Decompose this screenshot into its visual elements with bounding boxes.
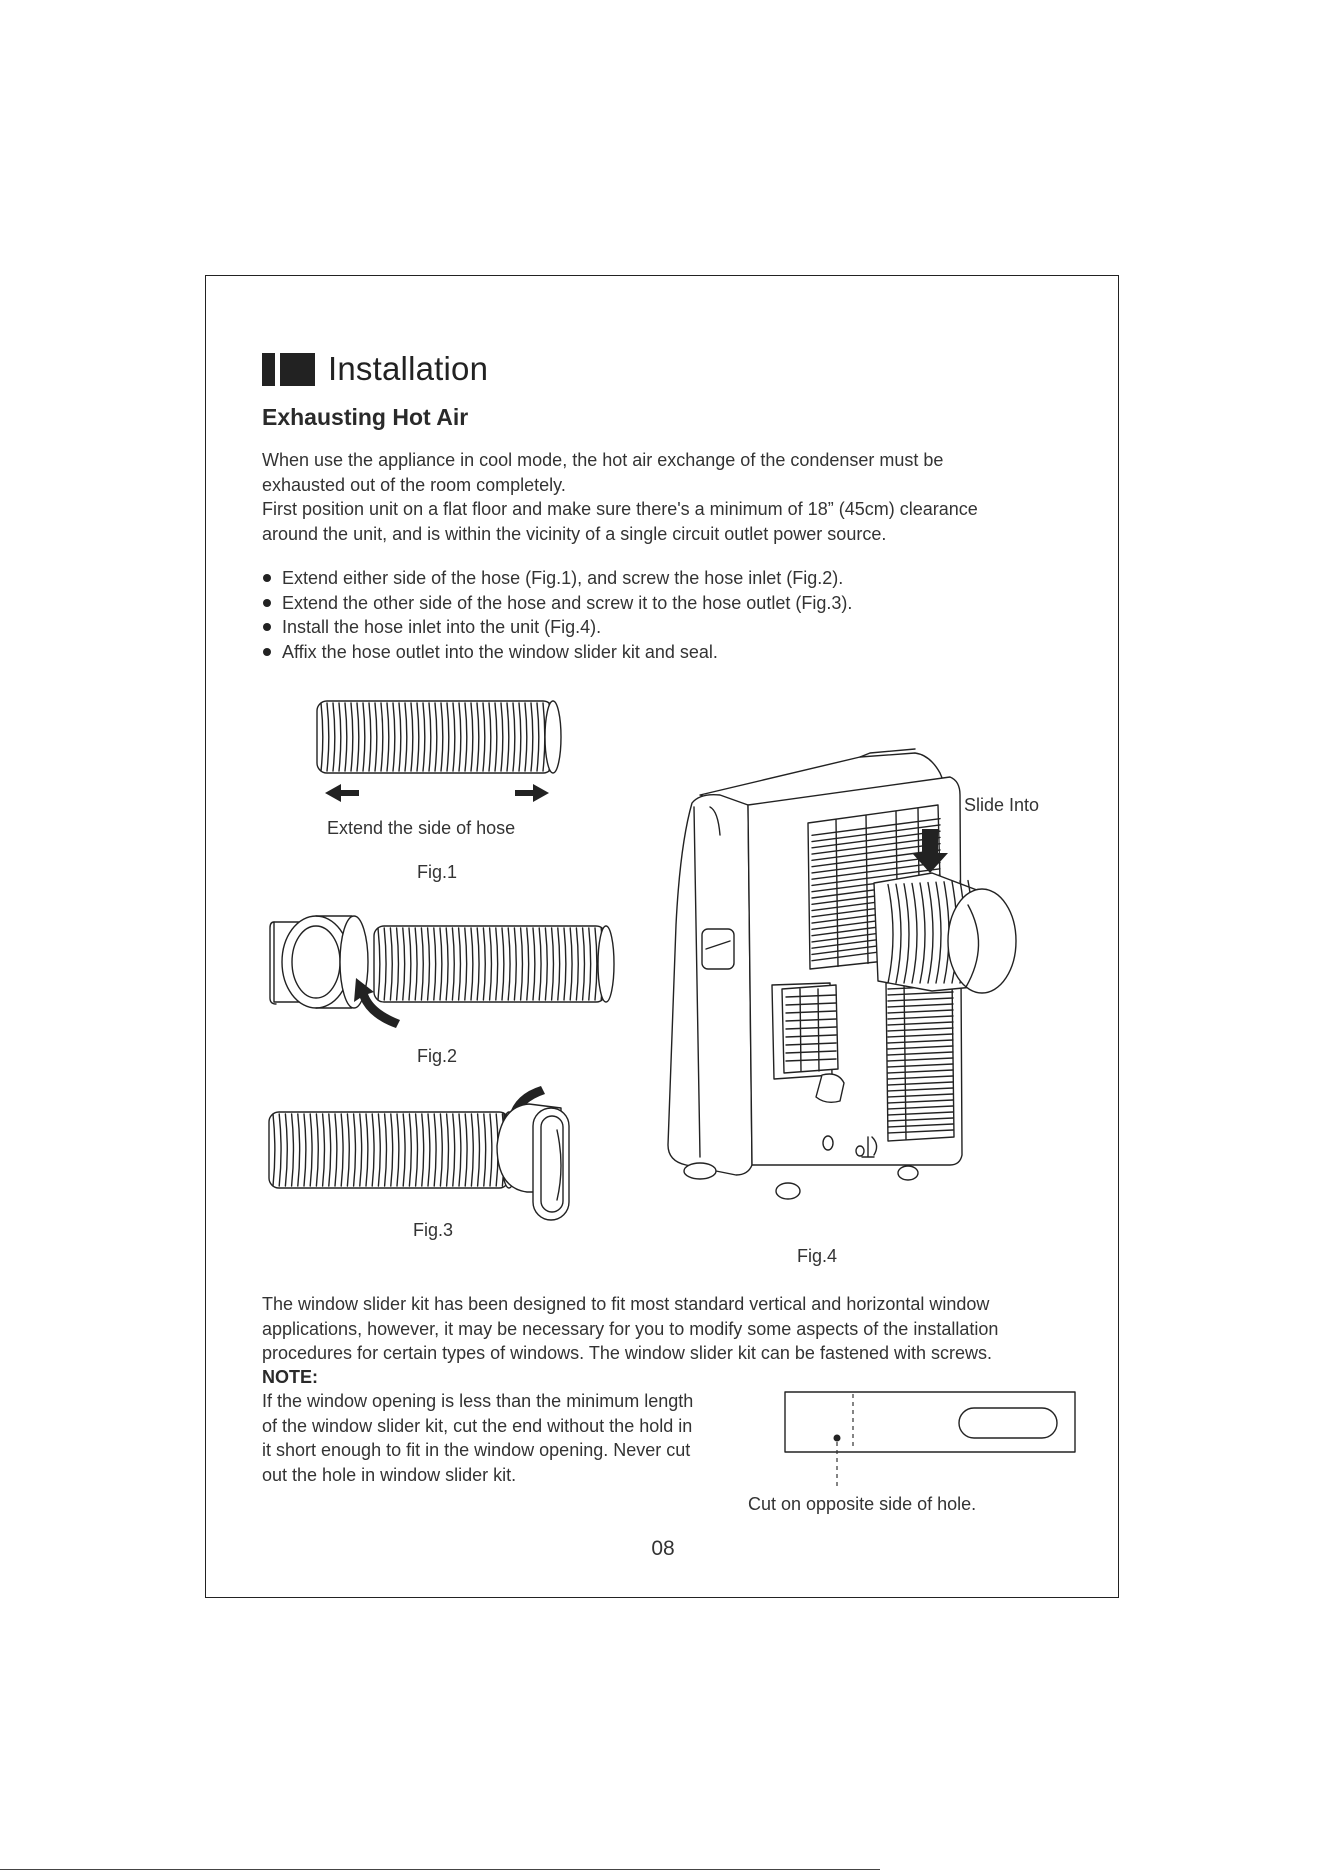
fig1-label: Fig.1	[417, 862, 458, 882]
note-line: out the hole in window slider kit.	[262, 1464, 517, 1485]
intro-line: When use the appliance in cool mode, the hot air exchange of the condenser must be	[262, 450, 944, 470]
fig3-hose-outlet-illustration	[265, 1080, 625, 1225]
fig2-label: Fig.2	[417, 1046, 458, 1066]
steps-list	[262, 566, 852, 664]
section-title: Installation	[328, 350, 489, 387]
fig4-callout: Slide Into	[964, 795, 1040, 815]
page-number: 08	[651, 1537, 675, 1560]
fig1-caption: Extend the side of hose	[327, 818, 516, 838]
intro-line: exhausted out of the room completely.	[262, 474, 566, 495]
fig4-label: Fig.4	[797, 1246, 838, 1266]
fig2-hose-inlet-illustration	[268, 910, 618, 1050]
diagram-caption: Cut on opposite side of hole.	[748, 1494, 977, 1514]
fig1-hose-illustration	[313, 695, 563, 815]
step-item: Extend either side of the hose (Fig.1), and screw the hose inlet (Fig.2).	[262, 566, 852, 591]
window-kit-paragraph	[262, 1292, 998, 1366]
arrow-left-icon	[325, 784, 359, 802]
arrow-right-icon	[515, 784, 549, 802]
step-item: Extend the other side of the hose and screw it to the hose outlet (Fig.3).	[262, 591, 852, 616]
heading-marker-small	[262, 353, 275, 386]
note-text	[262, 1389, 762, 1487]
fig3-label: Fig.3	[413, 1220, 454, 1240]
section-heading	[262, 350, 488, 388]
paragraph-line: procedures for certain types of windows. The window slider kit can be fastened with screws.	[262, 1343, 993, 1363]
window-slider-kit-diagram	[783, 1390, 1078, 1500]
note-label: NOTE:	[262, 1367, 318, 1387]
note-line: If the window opening is less than the minimum length	[262, 1391, 694, 1411]
paragraph-line: The window slider kit has been designed to fit most standard vertical and horizontal window	[262, 1294, 990, 1314]
heading-marker-large	[280, 353, 315, 386]
step-item: Affix the hose outlet into the window slider kit and seal.	[262, 640, 852, 665]
paragraph-line: applications, however, it may be necessary for you to modify some aspects of the installation	[262, 1318, 999, 1339]
subtitle: Exhausting Hot Air	[262, 404, 469, 430]
bottom-rule	[0, 1869, 880, 1870]
intro-line: First position unit on a flat floor and make sure there's a minimum of 18” (45cm) clearance	[262, 499, 978, 519]
step-item: Install the hose inlet into the unit (Fig.4).	[262, 615, 852, 640]
intro-line: around the unit, and is within the vicinity of a single circuit outlet power source.	[262, 523, 887, 544]
intro-paragraph	[262, 448, 978, 546]
note-line: it short enough to fit in the window opening. Never cut	[262, 1440, 691, 1460]
note-line: of the window slider kit, cut the end without the hold in	[262, 1415, 693, 1436]
